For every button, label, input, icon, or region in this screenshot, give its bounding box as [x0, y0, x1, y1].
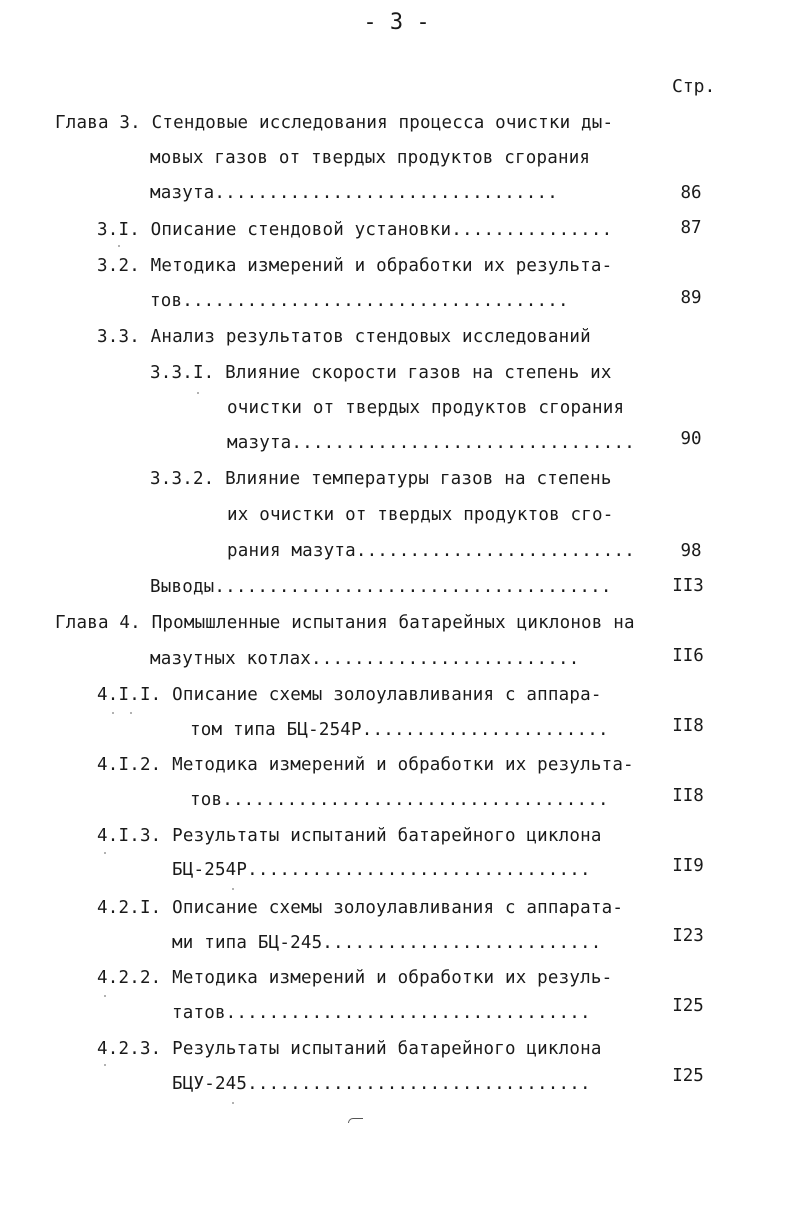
scan-mark: [348, 1118, 363, 1123]
toc-subsection-3-3-1-line-2: очистки от твердых продуктов сгорания: [227, 398, 625, 418]
toc-page-number: II6: [672, 646, 704, 666]
toc-conclusions: Выводы.....................................: [150, 577, 612, 597]
toc-page-number: I25: [672, 996, 704, 1016]
toc-page-number: II9: [672, 856, 704, 876]
toc-subsection-3-3-1-line-3: мазута................................: [227, 433, 635, 453]
toc-chapter-4-line-2: мазутных котлах.........................: [150, 649, 580, 669]
toc-chapter-4-line-1: Глава 4. Промышленные испытания батарейных циклонов на: [55, 613, 635, 633]
toc-section-4-2-3-line-1: 4.2.3. Результаты испытаний батарейного циклона: [97, 1039, 602, 1059]
toc-chapter-3-line-1: Глава 3. Стендовые исследования процесса очистки ды-: [55, 113, 614, 133]
scan-speck: [197, 392, 199, 394]
scan-speck: [104, 1064, 106, 1066]
toc-page-number: 98: [680, 541, 702, 561]
toc-page-number: II8: [672, 786, 704, 806]
toc-page-number: 86: [680, 183, 702, 203]
toc-section-4-1-1-line-2: том типа БЦ-254Р.......................: [190, 720, 609, 740]
toc-section-4-1-3-line-1: 4.I.3. Результаты испытаний батарейного циклона: [97, 826, 602, 846]
toc-section-4-2-2-line-1: 4.2.2. Методика измерений и обработки их резуль-: [97, 968, 613, 988]
toc-section-3-1: 3.I. Описание стендовой установки...............: [97, 220, 613, 240]
toc-section-4-2-3-line-2: БЦУ-245................................: [172, 1074, 591, 1094]
toc-subsection-3-3-2-line-1: 3.3.2. Влияние температуры газов на степень: [150, 469, 612, 489]
toc-section-3-2-line-2: тов....................................: [150, 291, 569, 311]
scan-speck: [118, 245, 120, 247]
toc-page-number: I25: [672, 1066, 704, 1086]
toc-section-3-3: 3.3. Анализ результатов стендовых исследований: [97, 327, 591, 347]
toc-section-4-1-1-line-1: 4.I.I. Описание схемы золоулавливания с аппара-: [97, 685, 602, 705]
toc-section-4-2-1-line-2: ми типа БЦ-245..........................: [172, 933, 602, 953]
toc-subsection-3-3-2-line-2: их очистки от твердых продуктов сго-: [227, 505, 614, 525]
toc-page-number: II8: [672, 716, 704, 736]
toc-page-number: 89: [680, 288, 702, 308]
page-number: - 3 -: [363, 10, 430, 35]
toc-page-number: 87: [680, 218, 702, 238]
toc-chapter-3-line-3: мазута................................: [150, 183, 558, 203]
scan-speck: [232, 1102, 234, 1104]
page-column-header: Стр.: [672, 76, 716, 97]
toc-chapter-3-line-2: мовых газов от твердых продуктов сгорания: [150, 148, 591, 168]
toc-section-4-1-2-line-2: тов....................................: [190, 790, 609, 810]
toc-page-number: II3: [672, 576, 704, 596]
toc-section-4-1-2-line-1: 4.I.2. Методика измерений и обработки их результа-: [97, 755, 634, 775]
scan-speck: [130, 712, 132, 714]
toc-section-4-2-1-line-1: 4.2.I. Описание схемы золоулавливания с аппарата-: [97, 898, 624, 918]
toc-page-number: 90: [680, 429, 702, 449]
toc-subsection-3-3-2-line-3: рания мазута..........................: [227, 541, 635, 561]
toc-section-3-2-line-1: 3.2. Методика измерений и обработки их результа-: [97, 256, 613, 276]
toc-page-number: I23: [672, 926, 704, 946]
scan-speck: [104, 995, 106, 997]
toc-section-4-1-3-line-2: БЦ-254Р................................: [172, 860, 591, 880]
toc-subsection-3-3-1-line-1: 3.3.I. Влияние скорости газов на степень их: [150, 363, 612, 383]
scan-speck: [112, 712, 114, 714]
toc-section-4-2-2-line-2: татов..................................: [172, 1003, 591, 1023]
scan-speck: [232, 888, 234, 890]
scan-speck: [104, 852, 106, 854]
